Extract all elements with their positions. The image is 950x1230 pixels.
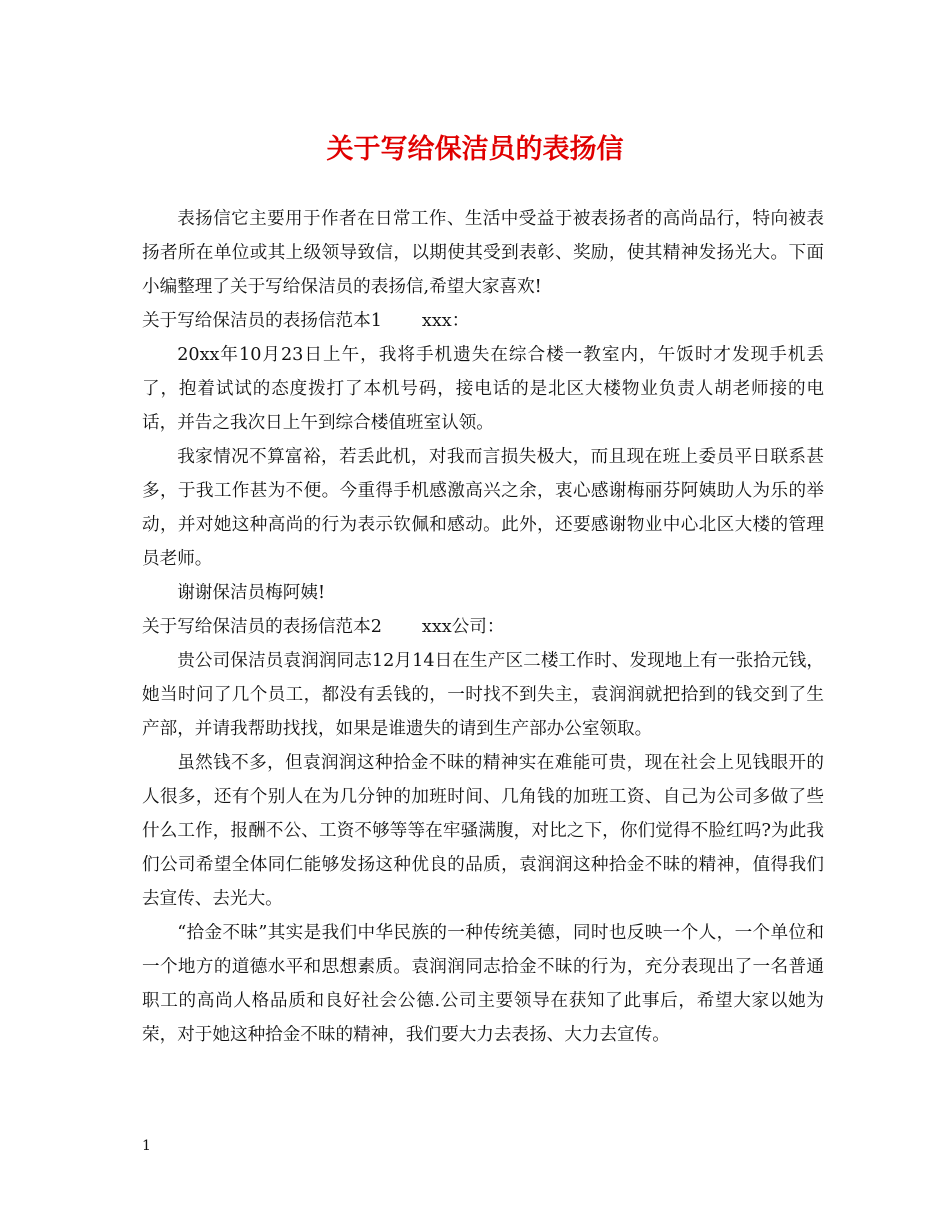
sample-1-paragraph-1: 20xx年10月23日上午，我将手机遗失在综合楼一教室内，午饭时才发现手机丢了，抱着试试的态度拨打了本机号码，接电话的是北区大楼物业负责人胡老师接的电话，并告之我次日上午到综合楼值班室认领。 bbox=[142, 345, 824, 433]
document-body bbox=[142, 202, 824, 1052]
sample-2-heading: 关于写给保洁员的表扬信范本2 bbox=[142, 617, 382, 637]
sample-2-paragraph-3: “拾金不昧”其实是我们中华民族的一种传统美德，同时也反映一个人，一个单位和一个地方的道德水平和思想素质。袁润润同志拾金不昧的行为，充分表现出了一名普通职工的高尚人格品质和良好社会公德.公司主要领导在获知了此事后，希望大家以她为荣，对于她这种拾金不昧的精神，我们要大力去表扬、大力去宣传。 bbox=[142, 923, 824, 1045]
sample-1-paragraph-2: 我家情况不算富裕，若丢此机，对我而言损失极大，而且现在班上委员平日联系甚多，于我工作甚为不便。今重得手机感激高兴之余，衷心感谢梅丽芬阿姨助人为乐的举动，并对她这种高尚的行为表示钦佩和感动。此外，还要感谢物业中心北区大楼的管理员老师。 bbox=[142, 447, 824, 569]
sample-2-paragraph-2: 虽然钱不多，但袁润润这种拾金不昧的精神实在难能可贵，现在社会上见钱眼开的人很多，还有个别人在为几分钟的加班时间、几角钱的加班工资、自己为公司多做了些什么工作，报酬不公、工资不够等等在牢骚满腹，对比之下，你们觉得不脸红吗?为此我们公司希望全体同仁能够发扬这种优良的品质，袁润润这种拾金不昧的精神，值得我们去宣传、去光大。 bbox=[142, 753, 824, 909]
sample-2-heading-line bbox=[142, 610, 824, 644]
sample-1-heading-line bbox=[142, 304, 824, 338]
sample-1-paragraph-3: 谢谢保洁员梅阿姨! bbox=[177, 583, 326, 603]
page-number: 1 bbox=[142, 1138, 151, 1154]
intro-paragraph: 表扬信它主要用于作者在日常工作、生活中受益于被表扬者的高尚品行，特向被表扬者所在单位或其上级领导致信，以期使其受到表彰、奖励，使其精神发扬光大。下面小编整理了关于写给保洁员的表扬信,希望大家喜欢! bbox=[142, 209, 824, 297]
sample-2-salutation: xxx公司： bbox=[421, 617, 505, 637]
sample-2-paragraph-1: 贵公司保洁员袁润润同志12月14日在生产区二楼工作时、发现地上有一张拾元钱，她当时问了几个员工，都没有丢钱的，一时找不到失主，袁润润就把拾到的钱交到了生产部，并请我帮助找找，如果是谁遗失的请到生产部办公室领取。 bbox=[142, 651, 824, 739]
sample-1-salutation: xxx： bbox=[421, 311, 470, 331]
sample-1-heading: 关于写给保洁员的表扬信范本1 bbox=[142, 311, 382, 331]
document-title: 关于写给保洁员的表扬信 bbox=[326, 134, 624, 165]
